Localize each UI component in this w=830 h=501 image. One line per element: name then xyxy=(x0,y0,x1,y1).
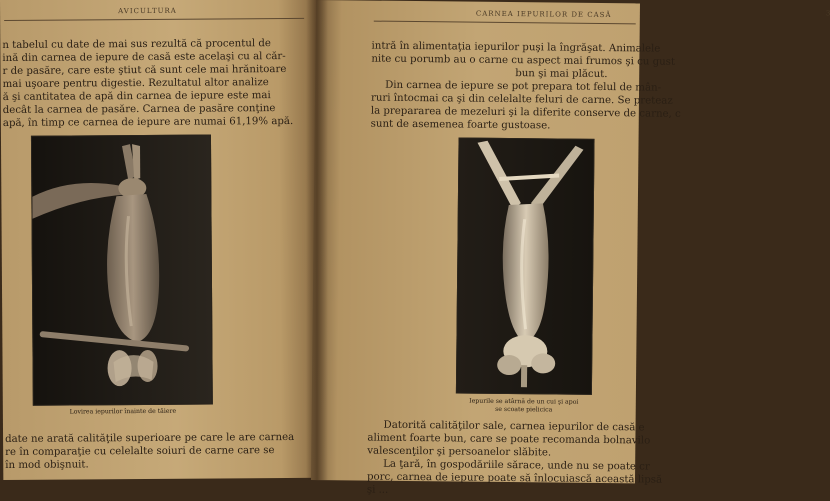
left-text-line: r de pasăre, care este ştiut că sunt cele mai hrănitoare xyxy=(2,64,287,77)
right-text-line: aliment foarte bun, care se poate recomanda bolnavilo xyxy=(367,432,651,447)
right-text-line: porc, carnea de iepure poate să înlocuiască această lipsă xyxy=(366,471,663,486)
rabbit-striking-photo xyxy=(31,135,213,406)
right-text-line: Datorită calităţilor sale, carnea iepurilor de casă e xyxy=(383,419,645,434)
rabbit-skinning-photo xyxy=(456,138,595,395)
right-figure-caption-line-1: Iepurile se atârnă de un cui şi apoi xyxy=(469,397,579,406)
right-head-rule xyxy=(374,21,636,25)
right-page-number: 3 xyxy=(825,9,830,18)
right-text-line: Din carnea de iepure se pot prepara tot felul de mân- xyxy=(385,79,662,94)
right-text-line: ruri întocmai ca şi din celelalte feluri de carne. Se preteaz xyxy=(370,92,673,107)
right-running-head: CARNEA IEPURILOR DE CASĂ xyxy=(475,9,612,20)
left-text-line: date ne arată calităţile superioare pe care le are carnea xyxy=(5,431,295,445)
right-text-line: bun şi mai plăcut. xyxy=(515,68,608,81)
right-text-line: la prepararea de mezeluri şi la diferite conserve de carne, c xyxy=(370,105,681,120)
right-page xyxy=(311,0,830,496)
right-text-line: La ţară, în gospodăriile sărace, unde nu se poate cr xyxy=(383,458,650,473)
left-text-line: ă şi cantitatea de apă din carnea de iepure este mai xyxy=(2,90,271,103)
left-text-line: în mod obişnuit. xyxy=(5,459,89,471)
right-figure-caption-line-2: se scoate pielicica xyxy=(495,405,553,414)
left-page xyxy=(0,0,319,480)
right-text-line: sunt de asemenea foarte gustoase. xyxy=(370,118,551,132)
left-text-line: apă, în timp ce carnea de iepure are numai 61,19% apă. xyxy=(2,115,294,129)
right-text-line: şi ... xyxy=(366,484,389,496)
right-text-line: nite cu porumb au o carne cu aspect mai frumos şi cu gust xyxy=(371,53,676,68)
rabbit-striking-illustration xyxy=(32,136,212,405)
left-running-head: AVICULTURA xyxy=(118,6,177,16)
left-head-rule xyxy=(4,18,304,21)
left-text-line: ină din carnea de iepure de casă este acelaşi cu al căr- xyxy=(2,51,286,64)
left-text-line: n tabelul cu date de mai sus rezultă că procentul de xyxy=(2,38,271,51)
right-text-line: intră în alimentaţia iepurilor puşi la îngrăşat. Animalele xyxy=(371,40,661,55)
left-figure-caption: Lovirea iepurilor înainte de tăiere xyxy=(69,407,177,416)
left-text-line: re în comparaţie cu celelalte soiuri de carne care se xyxy=(5,445,275,458)
rabbit-skinning-illustration xyxy=(457,139,594,394)
right-text-line: valescenţilor şi persoanelor slăbite. xyxy=(367,445,552,459)
left-text-line: mai uşoare pentru digestie. Rezultatul altor analize xyxy=(2,77,269,90)
left-text-line: decât la carnea de pasăre. Carnea de pasăre conţine xyxy=(2,103,276,116)
